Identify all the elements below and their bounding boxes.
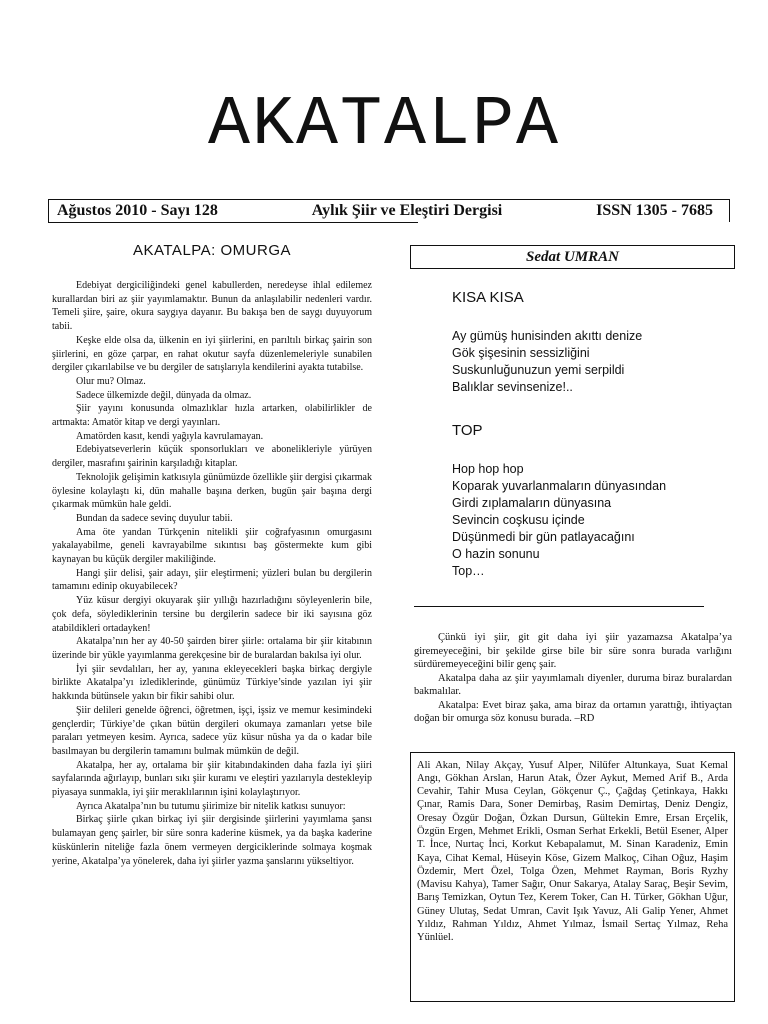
editorial-paragraph: Olur mu? Olmaz. xyxy=(76,375,146,387)
poem-body xyxy=(452,461,735,580)
magazine-masthead: AKATALPA xyxy=(207,86,561,165)
poem-title: KISA KISA xyxy=(452,289,524,306)
editorial-paragraph: Akatalpa, her ay, ortalama bir şiir kitabındakinden daha fazla iyi şiiri sayfalarında ağırlayıp, bunları sıkı şiir kuramı ve eleştiri yazılarıyla destekleyip piyasaya sunmakla, iyi şiir meraklılarının işini kolaylaştırıyor. xyxy=(52,759,372,799)
editorial-paragraph: İyi şiir sevdalıları, her ay, yanına ekleyecekleri başka birkaç dergiyle birlikte Akatalpa’yı izlediklerinde, günümüz Türkiye’sinde yazılan iyi şiir hakkında bütünsele yakın bir fikir sahibi olur. xyxy=(52,663,372,703)
editorial-paragraph: Amatörden kasıt, kendi yağıyla kavrulamayan. xyxy=(76,430,264,442)
editorial-paragraph: Keşke elde olsa da, ülkenin en iyi şiirlerini, en parıltılı birkaç şairin son şiirlerini, en göze çarpar, en rahat okutur sayfa düzenlemeleriyle sunabilen dergiler çıkarılabilse ve bu dergiler de satışlarıyla kendilerini ayakta tutabilse. xyxy=(52,334,372,374)
note-paragraph: Akatalpa daha az şiir yayımlamalı diyenler, duruma biraz buralardan bakmalılar. xyxy=(414,672,732,697)
editorial-column xyxy=(52,242,372,868)
issue-date: Ağustos 2010 - Sayı 128 xyxy=(57,202,218,219)
editorial-paragraph: Şiir delileri genelde öğrenci, öğretmen, işçi, işsiz ve memur kesimindeki gençlerdir; Türkiye’de çıkan bütün dergileri okumaya zamanları yetse bile paraları yetmeyen kesim. Ayrıca, sadece yüz küsur nüsha ya da o kadar bile basılmayan bu dergilerin tamamını bulmak mümkün de değil. xyxy=(52,704,372,757)
editorial-paragraph: Ama öte yandan Türkçenin nitelikli şiir coğrafyasının omurgasını yakalayabilme, geneli kavrayabilme sıkıntısı baş göstermekte kum gibi kaynayan bu küçük dergiler makiliğinde. xyxy=(52,526,372,566)
poem-line: Koparak yuvarlanmaların dünyasından xyxy=(452,479,667,493)
issue-bar-underline xyxy=(48,222,418,223)
section-divider xyxy=(414,606,704,607)
editorial-paragraph: Sadece ülkemizde değil, dünyada da olmaz. xyxy=(76,389,252,401)
note-paragraph: Akatalpa: Evet biraz şaka, ama biraz da ortamın yarattığı, ihtiyaçtan doğan bir omurga söz konusu burada. –RD xyxy=(414,699,732,724)
poem-line: Ay gümüş hunisinden akıttı denize xyxy=(452,329,643,343)
magazine-subtitle: Aylık Şiir ve Eleştiri Dergisi xyxy=(311,202,503,219)
issn-number: ISSN 1305 - 7685 xyxy=(596,202,713,219)
poem-line: Gök şişesinin sessizliğini xyxy=(452,346,590,360)
editorial-paragraph: Edebiyat dergiciliğindeki genel kabullerden, neredeyse ihlal edilemez kurallardan biri az şiir yayımlamaktır. Bunun da anlaşılabilir nedenleri vardır. Temeli şiire, şaire, okura saygıya dayanır. Bu bakışa ben de saygı duyuyorum tabii. xyxy=(52,280,372,333)
poem-line: Balıklar sevinsenize!.. xyxy=(452,380,573,394)
editorial-paragraph: Hangi şiir delisi, şair adayı, şiir eleştirmeni; yüzleri bulan bu dergilerin tamamını edinip okuyabilecek? xyxy=(52,567,372,593)
poem-line: Top… xyxy=(452,564,485,578)
poem-line: O hazin sonunu xyxy=(452,547,540,561)
note-paragraph: Çünkü iyi şiir, git git daha iyi şiir yazamazsa Akatalpa’ya giremeyeceğini, bir şekilde girse bile bir süre sonra burada varlığını sürdüremeyeceğini bilir genç şair. xyxy=(414,632,732,670)
editorial-paragraph: Bundan da sadece sevinç duyulur tabii. xyxy=(76,512,233,524)
contributors-box xyxy=(410,752,735,1002)
editorial-continuation xyxy=(414,631,732,726)
poem-line: Suskunluğunuzun yemi serpildi xyxy=(452,363,625,377)
editorial-paragraph: Şiir yayını konusunda olmazlıklar hızla artarken, olabilirlikler de artmakta: Amatör kitap ve dergi yayınları. xyxy=(52,403,372,429)
poem-line: Girdi zıplamaların dünyasına xyxy=(452,496,612,510)
contributors-list: Ali Akan, Nilay Akçay, Yusuf Alper, Nilüfer Altunkaya, Suat Kemal Angı, Gökhan Arslan, Harun Atak, Özer Aykut, Memed Arif B., Arda Cevahir, Tahir Musa Ceylan, Gökçenur Ç., Çağdaş Çetinkaya, Hakkı Çınar, Ramis Dara, Soner Demirbaş, Rasim Demirtaş, Deniz Dengiz, Oresay Özgür Doğan, Özkan Dursun, Gültekin Emre, Ersan Erçelik, Özgün Ergen, Mehmet Erikli, Osman Serhat Erkekli, Betül Esener, Alper T. İnce, Nurtaç İnci, Korkut Kebapalamut, M. Sinan Karadeniz, Emin Kaya, Cihat Kemal, Hüseyin Köse, Gizem Malkoç, Cihan Oğuz, Haşim Özdemir, Mert Özel, Tolga Özen, Mehmet Rayman, Boris Ryzhy (Mavisu Kahya), Tamer Sağır, Onur Sakarya, Atalay Saraç, Beşir Sevim, Barış Temizkan, Oytun Tez, Kerem Toker, Can H. Türker, Gökhan Uğur, Güney Ulutaş, Sedat Umran, Cavit Işık Yavuz, Ali Galip Yener, Ahmet Yıldız, Rahman Yıldız, Ahmet Yılmaz, İsmail Sertaç Yılmaz, Reha Yünlüel. xyxy=(417,759,728,944)
poem-line: Hop hop hop xyxy=(452,462,524,476)
editorial-body xyxy=(52,279,372,868)
editorial-title: AKATALPA: OMURGA xyxy=(132,242,292,259)
poem-body xyxy=(452,328,735,396)
editorial-paragraph: Edebiyatseverlerin küçük sponsorlukları ve abonelikleriyle yürüyen dergiler, masrafını şairinin karşıladığı kitaplar. xyxy=(52,444,372,470)
editorial-paragraph: Teknolojik gelişimin katkısıyla günümüzde özellikle şiir dergisi çıkarmak öylesine kolaylaştı ki, dün mahalle başına derken, bugün şair başına dergi çıkarmak mümkün hale geldi. xyxy=(52,471,372,511)
editorial-paragraph: Yüz küsur dergiyi okuyarak şiir yıllığı hazırladığını söyleyenlerin bile, çok defa, söylediklerinin tersine bu dergilerin sadece bir iki sayısına göz atabildikleri ortadayken! xyxy=(52,595,372,634)
editorial-paragraph: Ayrıca Akatalpa’nın bu tutumu şiirimize bir nitelik katkısı sunuyor: xyxy=(76,800,346,812)
editorial-paragraph: Akatalpa’nın her ay 40-50 şairden birer şiirle: ortalama bir şiir kitabının üzerinde bir yükle yayımlanma gerekçesine bir de buralardan bakılsa iyi olur. xyxy=(52,636,372,661)
author-name-box: Sedat UMRAN xyxy=(410,245,735,269)
editorial-paragraph: Birkaç şiirle çıkan birkaç iyi şiir dergisinde şiirlerini yayımlama şansı bulamayan genç şairler, bir süre sonra kaderine küsmek, ya da başka kaderine küskünlerin niteliğe fazla önem vermeyen dergiciklerinde solmaya koşmak yerine, Akatalpa’ya yönelerek, daha iyi şiirler yazma şanslarını yükseltiyor. xyxy=(52,814,372,867)
poem-line: Sevincin coşkusu içinde xyxy=(452,513,585,527)
poem-line: Düşünmedi bir gün patlayacağını xyxy=(452,530,635,544)
right-column xyxy=(410,245,735,1002)
poem-title: TOP xyxy=(452,422,483,439)
issue-info-bar xyxy=(48,199,730,222)
